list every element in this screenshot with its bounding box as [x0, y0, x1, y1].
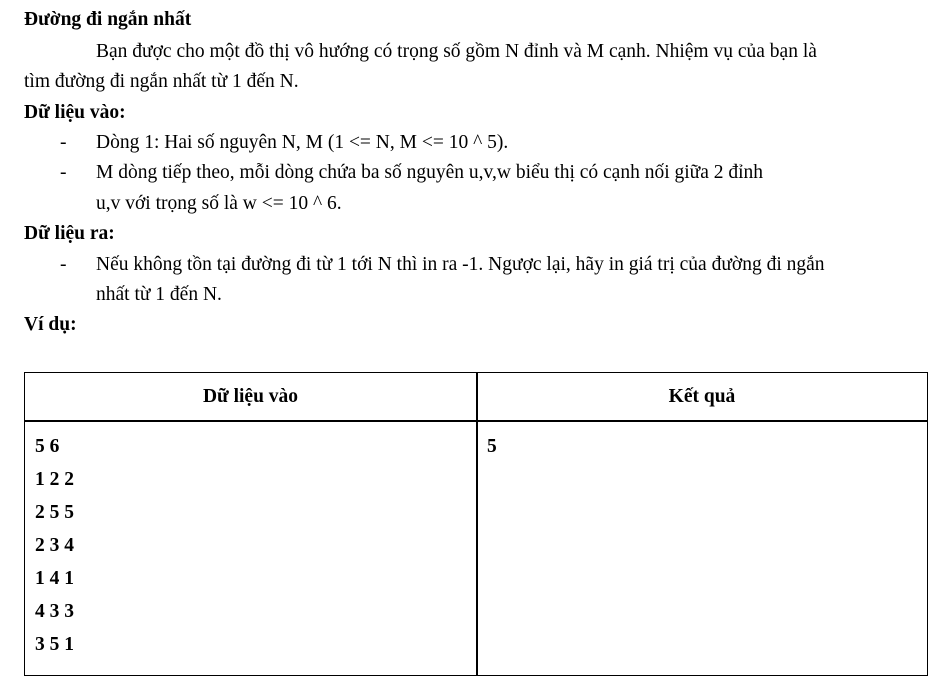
input-cell-line: 1 4 1 — [35, 568, 74, 589]
table-header-output: Kết quả — [668, 386, 736, 407]
statement-line-1: Bạn được cho một đồ thị vô hướng có trọng số gồm N đỉnh và M cạnh. Nhiệm vụ của bạn là — [96, 41, 817, 62]
example-table — [24, 372, 928, 676]
input-item-2-line-1: M dòng tiếp theo, mỗi dòng chứa ba số nguyên u,v,w biểu thị có cạnh nối giữa 2 đỉnh — [96, 162, 764, 183]
bullet-dash: - — [60, 254, 67, 275]
output-section-heading: Dữ liệu ra: — [24, 223, 115, 244]
input-cell-line: 2 3 4 — [35, 535, 74, 556]
table-column-divider — [476, 373, 478, 675]
output-item-1-line-2: nhất từ 1 đến N. — [96, 284, 222, 305]
bullet-dash: - — [60, 162, 67, 183]
bullet-dash: - — [60, 132, 67, 153]
example-heading: Ví dụ: — [24, 314, 77, 335]
statement-line-2: tìm đường đi ngắn nhất từ 1 đến N. — [24, 71, 299, 92]
input-cell-line: 4 3 3 — [35, 601, 74, 622]
input-section-heading: Dữ liệu vào: — [24, 102, 126, 123]
input-cell-line: 3 5 1 — [35, 634, 74, 655]
table-header-input: Dữ liệu vào — [202, 386, 299, 407]
input-cell-line: 5 6 — [35, 436, 60, 457]
input-cell-line: 1 2 2 — [35, 469, 74, 490]
output-item-1-line-1: Nếu không tồn tại đường đi từ 1 tới N thì in ra -1. Ngược lại, hãy in giá trị của đường đi ngắn — [96, 254, 825, 275]
input-item-2-line-2: u,v với trọng số là w <= 10 ^ 6. — [96, 193, 342, 214]
input-cell-line: 2 5 5 — [35, 502, 74, 523]
problem-title: Đường đi ngắn nhất — [24, 9, 192, 30]
output-cell-line: 5 — [487, 436, 497, 457]
input-item-1: Dòng 1: Hai số nguyên N, M (1 <= N, M <= 10 ^ 5). — [96, 132, 509, 153]
table-header-divider — [25, 420, 927, 422]
